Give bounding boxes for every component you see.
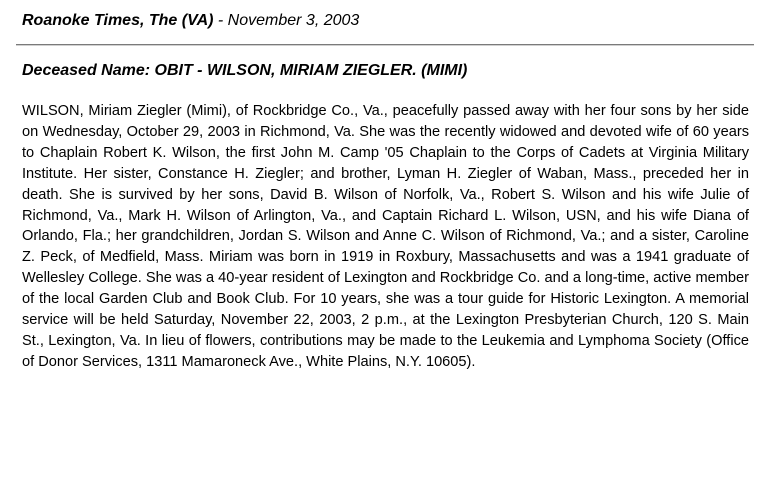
deceased-name-heading: Deceased Name: OBIT - WILSON, MIRIAM ZIEGLER. (MIMI) — [22, 62, 468, 79]
publication-source: Roanoke Times, The (VA) — [22, 12, 214, 29]
publication-date: November 3, 2003 — [227, 12, 360, 29]
header-divider — [16, 44, 754, 46]
obituary-body: WILSON, Miriam Ziegler (Mimi), of Rockbridge Co., Va., peacefully passed away with her four sons by her side on Wednesday, October 29, 2003 in Richmond, Va. She was the recently widowed and devoted wife of 60 years to Chaplain Robert K. Wilson, the first John M. Camp '05 Chaplain to the Corps of Cadets at Virginia Military Institute. Her sister, Constance H. Ziegler; and brother, Lyman H. Ziegler of Waban, Mass., preceded her in death. She is survived by her sons, David B. Wilson of Norfolk, Va., Robert S. Wilson and his wife Julie of Richmond, Va., Mark H. Wilson of Arlington, Va., and Captain Richard L. Wilson, USN, and his wife Diana of Orlando, Fla.; her grandchildren, Jordan S. Wilson and Anne C. Wilson of Richmond, Va.; and a sister, Caroline Z. Peck, of Medfield, Mass. Miriam was born in 1919 in Roxbury, Massachusetts and was a 1941 graduate of Wellesley College. She was a 40-year resident of Lexington and Rockbridge Co. and a long-time, active member of the local Garden Club and Book Club. For 10 years, she was a tour guide for Historic Lexington. A memorial service will be held Saturday, November 22, 2003, 2 p.m., at the Lexington Presbyterian Church, 120 S. Main St., Lexington, Va. In lieu of flowers, contributions may be made to the Leukemia and Lymphoma Society (Office of Donor Services, 1311 Mamaroneck Ave., White Plains, N.Y. 10605). — [22, 103, 749, 370]
header-separator: - — [213, 12, 228, 29]
publication-header — [22, 12, 359, 30]
